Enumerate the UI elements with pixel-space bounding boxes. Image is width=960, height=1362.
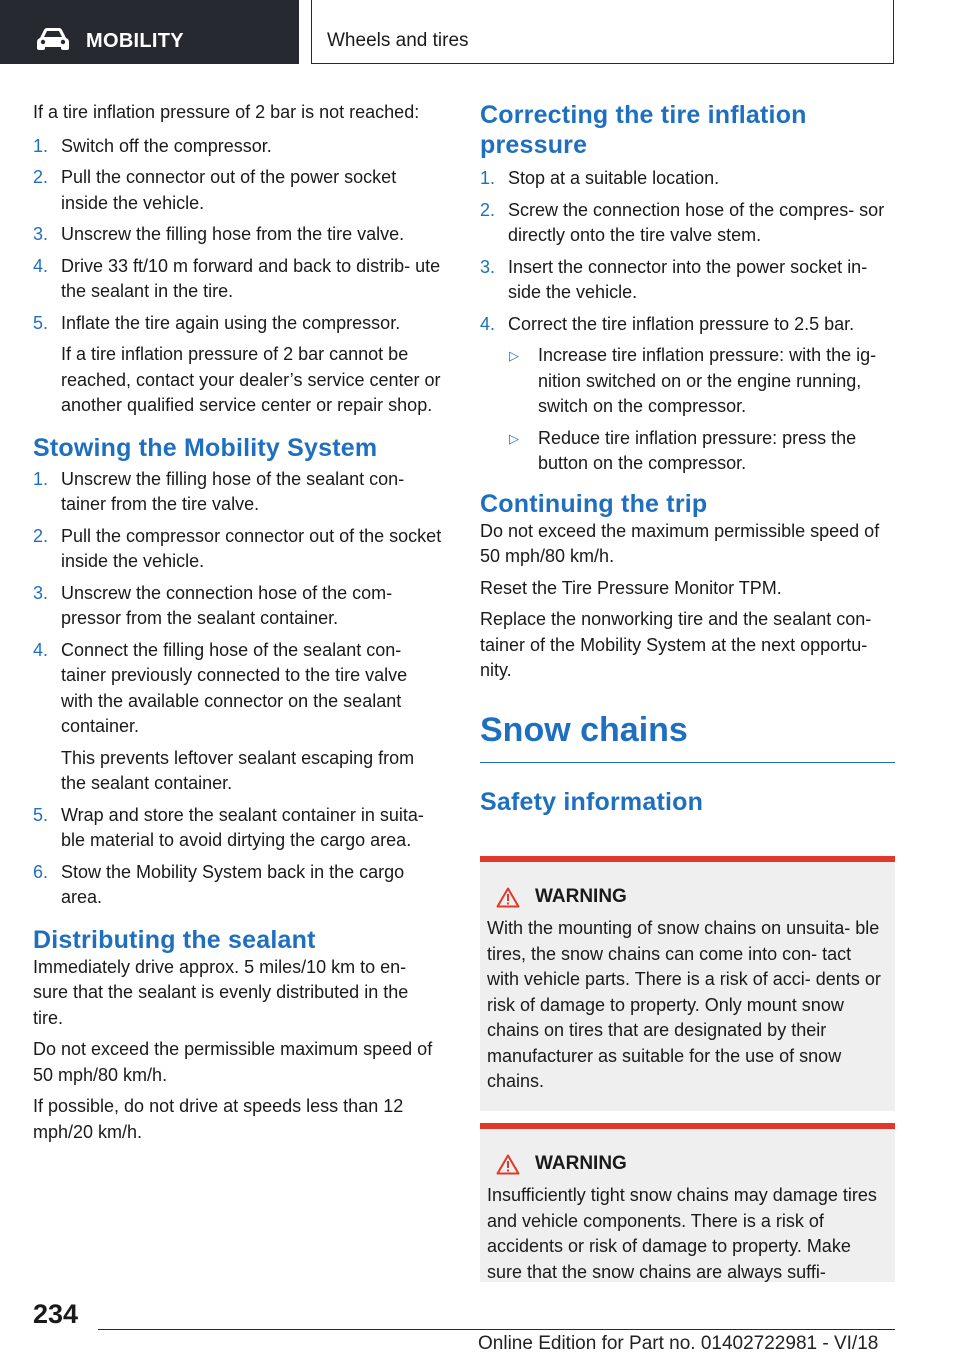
bullet-item bbox=[508, 426, 895, 477]
list-number: 3. bbox=[480, 256, 496, 277]
intro-text: If a tire inflation pressure of 2 bar is not reached: bbox=[33, 102, 420, 122]
right-column bbox=[480, 100, 895, 817]
list-item bbox=[33, 467, 443, 518]
list-item bbox=[33, 134, 443, 160]
warning-label: WARNING bbox=[535, 1153, 627, 1174]
warning-triangle-icon bbox=[496, 1154, 520, 1175]
distributing-para-2: Do not exceed the permissible maximum speed of 50 mph/80 km/h. bbox=[33, 1039, 433, 1085]
list-number: 2. bbox=[33, 167, 49, 187]
bullet-item bbox=[508, 343, 895, 420]
list-text: Pull the compressor connector out of the socket inside the vehicle. bbox=[61, 525, 442, 571]
deflation-steps-list bbox=[33, 134, 443, 419]
correcting-steps-list bbox=[480, 166, 895, 477]
continuing-heading: Continuing the trip bbox=[480, 489, 708, 518]
list-number: 2. bbox=[480, 199, 496, 220]
list-number: 4. bbox=[33, 639, 49, 660]
list-text: Wrap and store the sealant container in suita‐ ble material to avoid dirtying the cargo area. bbox=[61, 804, 424, 850]
list-text: Unscrew the filling hose from the tire valve. bbox=[61, 224, 405, 244]
list-text: Stow the Mobility System back in the cargo area. bbox=[61, 861, 405, 907]
stowing-steps-list bbox=[33, 467, 443, 911]
list-item bbox=[33, 524, 443, 575]
list-item bbox=[33, 311, 443, 419]
list-number: 1. bbox=[480, 168, 496, 188]
continuing-para-3: Replace the nonworking tire and the sealant con‐ tainer of the Mobility System at the next opportu‐ nity. bbox=[480, 609, 872, 680]
distributing-para-1: Immediately drive approx. 5 miles/10 km to en‐ sure that the sealant is evenly distributed in the tire. bbox=[33, 956, 409, 1028]
footer-divider bbox=[98, 1329, 895, 1330]
list-number: 4. bbox=[480, 313, 496, 334]
list-text: Unscrew the connection hose of the com‐ pressor from the sealant container. bbox=[61, 582, 393, 628]
list-text: Connect the filling hose of the sealant con‐ tainer previously connected to the tire valve with the available connector on the sealant container. bbox=[61, 639, 408, 736]
edition-text: Online Edition for Part no. 01402722981 - VI/18 bbox=[478, 1333, 879, 1354]
list-text: Switch off the compressor. bbox=[61, 135, 272, 156]
car-icon bbox=[36, 27, 70, 51]
continuing-para-2: Reset the Tire Pressure Monitor TPM. bbox=[480, 577, 782, 598]
list-item bbox=[33, 860, 443, 911]
correcting-heading: Correcting the tire inflation pressure bbox=[480, 101, 807, 159]
list-subtext: This prevents leftover sealant escaping from the sealant container. bbox=[61, 747, 415, 793]
list-number: 5. bbox=[33, 804, 49, 825]
list-text: Stop at a suitable location. bbox=[508, 168, 720, 188]
warning-text: Insufficiently tight snow chains may damage tires and vehicle components. There is a risk of accidents or risk of damage to property. Make sure that the snow chains are always suffi‐ bbox=[487, 1185, 877, 1282]
left-column bbox=[33, 100, 443, 1145]
list-text: Correct the tire inflation pressure to 2.5 bar. bbox=[508, 313, 855, 334]
list-text: Unscrew the filling hose of the sealant con‐ tainer from the tire valve. bbox=[61, 468, 405, 514]
list-number: 6. bbox=[33, 861, 49, 882]
triangle-bullet-icon: ▷ bbox=[509, 430, 519, 446]
header-section-title: MOBILITY bbox=[86, 30, 184, 52]
warning-triangle-icon bbox=[496, 887, 520, 908]
list-item bbox=[33, 581, 443, 632]
warning-box bbox=[480, 856, 895, 1111]
stowing-heading: Stowing the Mobility System bbox=[33, 433, 378, 462]
warning-box bbox=[480, 1123, 895, 1282]
list-text: Screw the connection hose of the compres‐ sor directly onto the tire valve stem. bbox=[508, 199, 885, 245]
list-number: 5. bbox=[33, 312, 49, 333]
list-subtext: If a tire inflation pressure of 2 bar cannot be reached, contact your dealer’s service center or another qualified service center or repair shop. bbox=[61, 344, 441, 415]
triangle-bullet-icon: ▷ bbox=[509, 348, 519, 363]
list-text: Inflate the tire again using the compressor. bbox=[61, 312, 401, 333]
safety-heading: Safety information bbox=[480, 787, 704, 816]
header-chapter-title: Wheels and tires bbox=[327, 30, 469, 51]
list-number: 3. bbox=[33, 224, 49, 244]
list-number: 2. bbox=[33, 525, 49, 546]
list-item bbox=[33, 803, 443, 854]
continuing-para-1: Do not exceed the maximum permissible speed of 50 mph/80 km/h. bbox=[480, 520, 880, 566]
list-number: 1. bbox=[33, 135, 49, 156]
list-number: 3. bbox=[33, 582, 49, 603]
list-number: 1. bbox=[33, 468, 49, 489]
warning-header bbox=[487, 1151, 887, 1177]
list-item bbox=[33, 222, 443, 248]
list-text: Insert the connector into the power socket in‐ side the vehicle. bbox=[508, 256, 868, 302]
list-number: 4. bbox=[33, 255, 49, 276]
list-item bbox=[33, 638, 443, 797]
list-item bbox=[33, 165, 443, 216]
header-section-tab bbox=[0, 0, 299, 64]
list-item bbox=[480, 166, 895, 192]
bullet-text: Reduce tire inflation pressure: press the button on the compressor. bbox=[538, 427, 857, 473]
pressure-bullet-list bbox=[508, 343, 895, 477]
list-item bbox=[480, 198, 895, 249]
list-item bbox=[480, 312, 895, 477]
header-chapter-tab bbox=[311, 0, 894, 64]
warning-header bbox=[487, 884, 887, 910]
list-text: Drive 33 ft/10 m forward and back to distrib‐ ute the sealant in the tire. bbox=[61, 255, 441, 301]
warning-text: With the mounting of snow chains on unsuita‐ ble tires, the snow chains can come into con‐ tact with vehicle parts. There is a risk of acci‐ dents or risk of damage to property. Only mount snow chains on tires that are designated by their manufacturer as suitable for the use of snow chains. bbox=[487, 918, 881, 1091]
snow-chains-heading: Snow chains bbox=[480, 710, 688, 749]
section-divider bbox=[480, 762, 895, 763]
warning-label: WARNING bbox=[535, 886, 627, 907]
bullet-text: Increase tire inflation pressure: with the ig‐ nition switched on or the engine running, switch on the compressor. bbox=[538, 345, 877, 416]
list-item bbox=[33, 254, 443, 305]
distributing-heading: Distributing the sealant bbox=[33, 925, 316, 954]
page-number: 234 bbox=[33, 1299, 79, 1329]
list-item bbox=[480, 255, 895, 306]
distributing-para-3: If possible, do not drive at speeds less than 12 mph/20 km/h. bbox=[33, 1096, 404, 1142]
list-text: Pull the connector out of the power socket inside the vehicle. bbox=[61, 167, 397, 213]
